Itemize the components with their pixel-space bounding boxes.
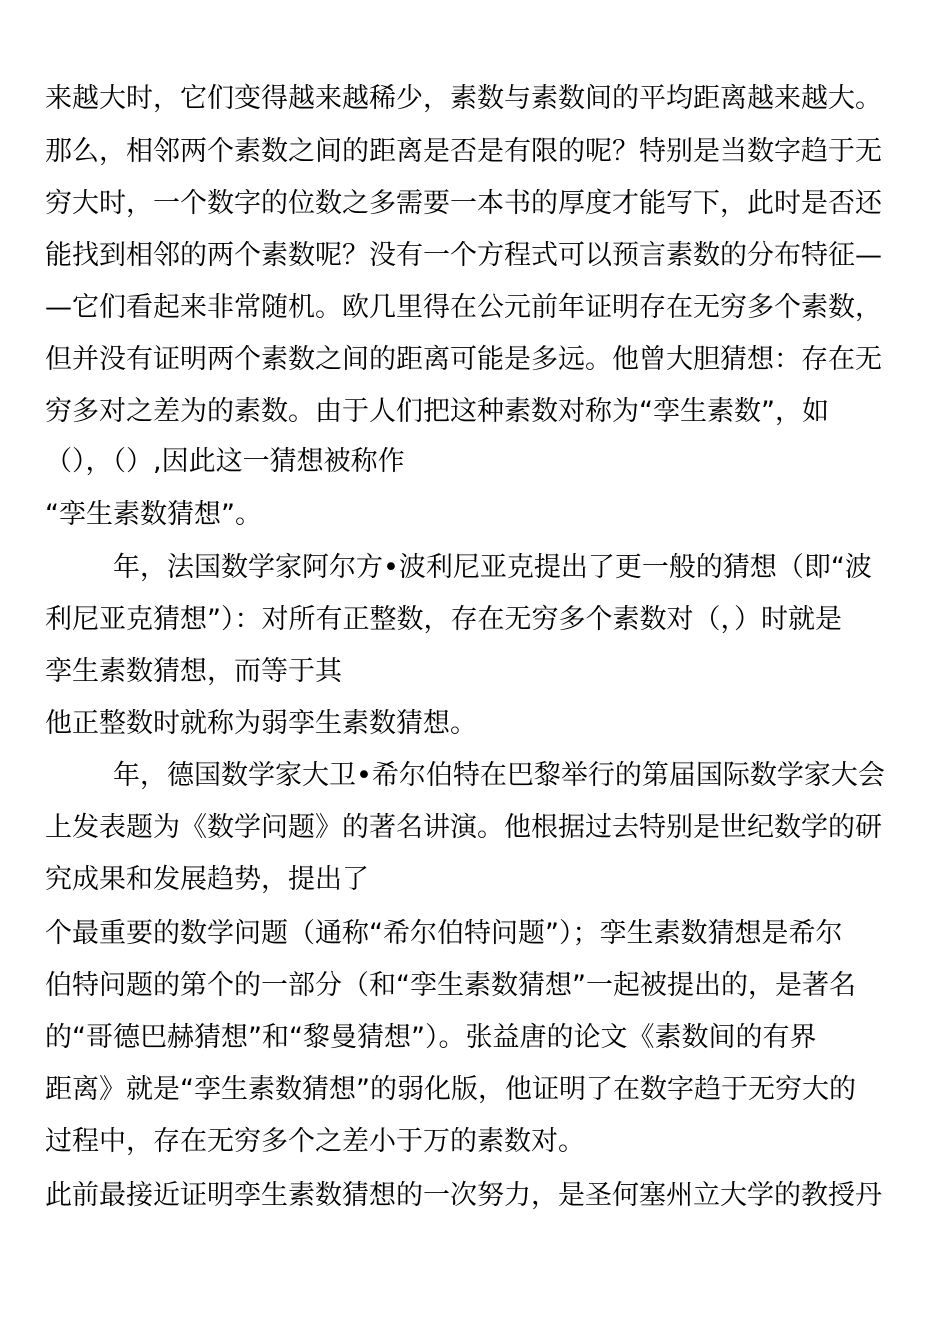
text-line: 利尼亚克猜想”）：对所有正整数，存在无穷多个素数对（，）时就是 <box>45 604 842 635</box>
text-line: 来越大时，它们变得越来越稀少，素数与素数间的平均距离越来越大。 <box>45 83 882 114</box>
text-line: 的“哥德巴赫猜想”和“黎曼猜想”）。张益唐的论文《素数间的有界 <box>45 1022 817 1053</box>
text-line: 他正整数时就称为弱孪生素数猜想。 <box>45 708 477 739</box>
text-line: —它们看起来非常随机。欧几里得在公元前年证明存在无穷多个素数， <box>45 292 882 323</box>
paragraph-first-line: 年，法国数学家阿尔方•波利尼亚克提出了更一般的猜想（即“波 <box>113 552 872 583</box>
text-line: 伯特问题的第个的一部分（和“孪生素数猜想”一起被提出的，是著名 <box>45 970 856 1001</box>
text-line: 但并没有证明两个素数之间的距离可能是多远。他曾大胆猜想：存在无 <box>45 344 882 375</box>
text-line: 个最重要的数学问题（通称“希尔伯特问题”）；孪生素数猜想是希尔 <box>45 918 843 949</box>
text-line: 穷大时，一个数字的位数之多需要一本书的厚度才能写下，此时是否还 <box>45 188 882 219</box>
text-line: （），（）,因此这一猜想被称作 <box>45 446 405 477</box>
text-line: 上发表题为《数学问题》的著名讲演。他根据过去特别是世纪数学的研 <box>45 812 882 843</box>
text-line: 孪生素数猜想，而等于其 <box>45 656 342 687</box>
text-line: 距离》就是“孪生素数猜想”的弱化版，他证明了在数字趋于无穷大的 <box>45 1074 856 1105</box>
text-line: 究成果和发展趋势，提出了 <box>45 864 369 895</box>
text-line: 穷多对之差为的素数。由于人们把这种素数对称为“孪生素数”，如 <box>45 396 829 427</box>
text-line: 此前最接近证明孪生素数猜想的一次努力，是圣何塞州立大学的教授丹 <box>45 1180 882 1211</box>
text-line: 那么，相邻两个素数之间的距离是否是有限的呢？特别是当数字趋于无 <box>45 136 882 167</box>
paragraph-first-line: 年，德国数学家大卫•希尔伯特在巴黎举行的第届国际数学家大会 <box>113 760 885 791</box>
text-line: 过程中，存在无穷多个之差小于万的素数对。 <box>45 1126 585 1157</box>
text-line: “孪生素数猜想”。 <box>45 499 262 530</box>
text-line: 能找到相邻的两个素数呢？没有一个方程式可以预言素数的分布特征— <box>45 240 882 271</box>
